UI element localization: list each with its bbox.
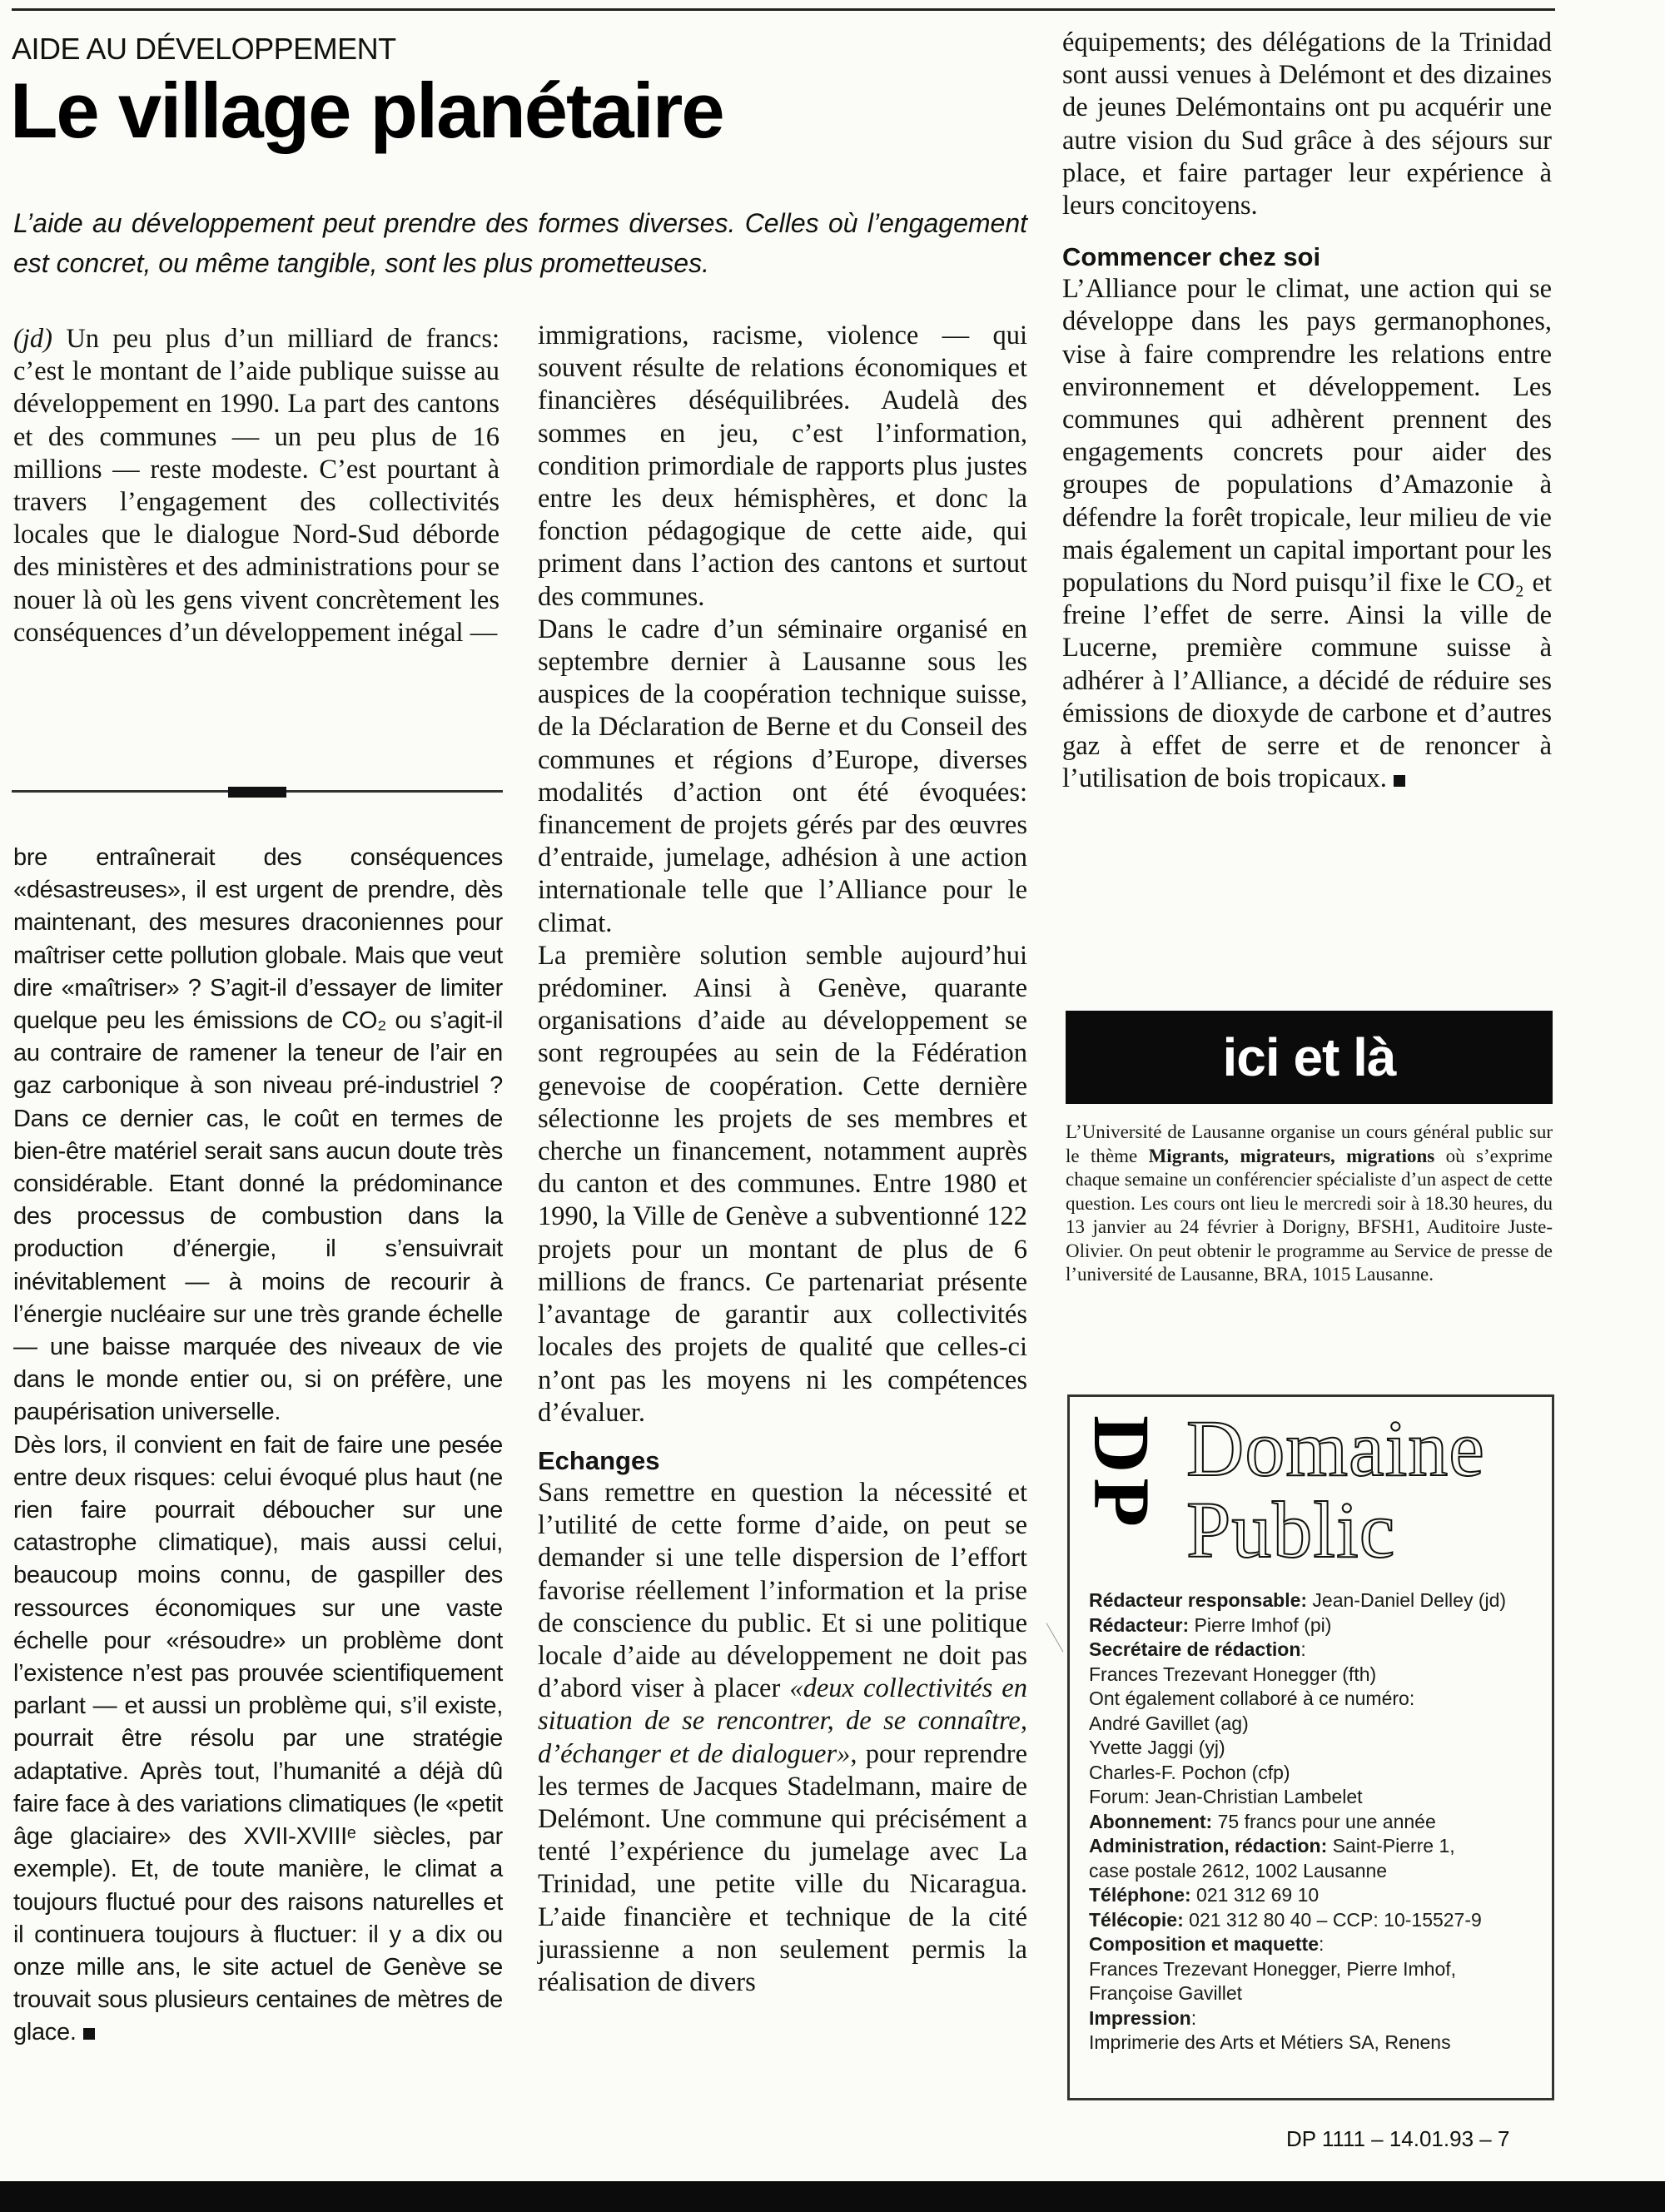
- masthead-credits: [1089, 1588, 1547, 2055]
- col3-paragraph-1: équipements; des délégations de la Trinidad sont aussi venues à Delémont et des dizaines de jeunes Delémontains ont pu acquérir une autre vision du Sud grâce à des séjours sur place, et faire partager leur expérience à leurs concitoyens.: [1062, 27, 1552, 221]
- masthead-row-value: :: [1300, 1638, 1306, 1660]
- col1-paragraph: Un peu plus d’un milliard de francs: c’est le montant de l’aide publique suisse au développement en 1990. La part des cantons et des communes — un peu plus de 16 millions — reste modeste. C’est pourtant à travers l’engagement des collectivités locales que le dialogue Nord-Sud déborde des ministères et des administrations pour se nouer là où les gens vivent concrètement les conséquences d’un développement inégal —: [13, 324, 500, 648]
- col1-lower-paragraph-2: Dès lors, il convient en fait de faire une pesée entre deux risques: celui évoqué plus haut (ne rien faire pourrait déboucher sur une catastrophe climatique), mais aussi celui, beaucoup moins connu, de gaspiller des ressources économiques sur une vaste échelle pour «résoudre» un problème dont l’existence n’est pas prouvée scientifiquement parlant — et aussi un problème qui, s’il existe, pourrait être résolu par une stratégie adaptative. Après tout, l’humanité a déjà dû faire face à des variations climatiques (le «petit âge glaciaire» des XVII-XVIIIᵉ siècles, par exemple). Et, de toute manière, le climat a toujours fluctué pour des raisons naturelles et il continuera toujours à fluctuer: il y a dix ou onze mille ans, le site actuel de Genève se trouvait sous plusieurs centaines de mètres de glace.: [13, 1431, 503, 2046]
- column-2: [538, 320, 1027, 1999]
- author-signature: (jd): [13, 324, 52, 354]
- masthead-row-value: André Gavillet (ag): [1089, 1712, 1249, 1734]
- masthead-word-domaine: Domaine: [1186, 1404, 1485, 1493]
- masthead-row: [1089, 1810, 1547, 1835]
- masthead-row-label: Abonnement:: [1089, 1810, 1213, 1832]
- masthead-row-value: Françoise Gavillet: [1089, 1982, 1243, 2004]
- subhead-commencer: Commencer chez soi: [1062, 242, 1321, 272]
- masthead-row-value: 75 francs pour une année: [1212, 1810, 1436, 1832]
- masthead-row-value: Imprimerie des Arts et Métiers SA, Renens: [1089, 2031, 1451, 2053]
- masthead-row-label: Impression: [1089, 2006, 1191, 2029]
- dp-monogram: DP: [1077, 1415, 1166, 1532]
- masthead-row-value: Charles-F. Pochon (cfp): [1089, 1761, 1290, 1783]
- col2-paragraph-2: Dans le cadre d’un séminaire organisé en septembre dernier à Lausanne sous les auspices de la coopération technique suisse, de la Déclaration de Berne et du Conseil des communes et régions d’Europe, diverses modalités d’action ont été évoquées: financement de projets gérés par des œuvres d’entraide, jumelage, adhésion à une action internationale telle que l’Alliance pour le climat.: [538, 614, 1027, 938]
- scan-artifact: [1046, 1619, 1070, 1652]
- masthead-row-value: :: [1190, 2006, 1197, 2029]
- masthead-row: [1089, 1761, 1547, 1786]
- col1-lower-paragraph-1: bre entraînerait des conséquences «désastreuses», il est urgent de prendre, dès maintenant, des mesures draconiennes pour maîtriser cette pollution globale. Mais que veut dire «maîtriser» ? S’agit-il d’essayer de limiter quelque peu les émissions de CO₂ ou s’agit-il au contraire de ramener la teneur de l’air en gaz carbonique à son niveau pré-industriel ? Dans ce dernier cas, le coût en termes de bien-être matériel serait sans aucun doute très considérable. Etant donné la prédominance des processus de combustion dans la production d’énergie, il s’ensuivrait inévitablement — à moins de recourir à l’énergie nucléaire sur une très grande échelle — une baisse marquée des niveaux de vie dans le monde entier ou, si on préfère, une paupérisation universelle.: [13, 844, 503, 1426]
- section-kicker: AIDE AU DÉVELOPPEMENT: [12, 32, 396, 66]
- masthead-row: [1089, 1859, 1547, 1884]
- masthead-row: [1089, 1613, 1547, 1638]
- masthead-row-value: Frances Trezevant Honegger (fth): [1089, 1663, 1377, 1685]
- col2-quote: «deux collectivités en situation de se rencontrer, de se connaître, d’échanger et de dialoguer»: [538, 1673, 1027, 1769]
- course-theme: Migrants, migrateurs, migrations: [1148, 1145, 1435, 1166]
- subhead-echanges: Echanges: [538, 1445, 660, 1475]
- masthead-row: [1089, 1588, 1547, 1613]
- masthead-row-value: 021 312 69 10: [1190, 1884, 1320, 1906]
- masthead-row: [1089, 1834, 1547, 1859]
- page-footer: DP 1111 – 14.01.93 – 7: [1286, 2126, 1510, 2151]
- col2-paragraph-3: La première solution semble aujourd’hui prédominer. Ainsi à Genève, quarante organisations d’aide au développement se sont regroupées au sein de la Fédération genevoise de coopération. Cette dernière sélectionne les projets de ses membres et cherche un financement, notamment auprès du canton et des communes. Entre 1980 et 1990, la Ville de Genève a subventionné 122 projets pour un montant de plus de 6 millions de francs. Ce partenariat présente l’avantage de garantir aux collectivités locales des projets de qualité que celles-ci n’ont pas les moyens ni les compétences d’évaluer.: [538, 940, 1027, 1428]
- masthead-row-value: Forum: Jean-Christian Lambelet: [1089, 1786, 1363, 1807]
- masthead-row: [1089, 2006, 1547, 2031]
- scan-bottom-bar: [0, 2181, 1665, 2212]
- masthead-row-label: Secrétaire de rédaction: [1089, 1638, 1301, 1660]
- masthead-row-value: Jean-Daniel Delley (jd): [1307, 1589, 1507, 1611]
- ici-et-la-text: L’Université de Lausanne organise un cours général public sur le thème Migrants, migrateurs, migrations où s’exprime chaque semaine un conférencier spécialiste d’un aspect de cette question. Les cours ont lieu le mercredi soir à 18.30 heures, du 13 janvier au 24 février à Dorigny, BFSH1, Auditoire Juste-Olivier. On peut obtenir le programme au Service de presse de l’université de Lausanne, BRA, 1015 Lausanne.: [1066, 1121, 1553, 1285]
- masthead-row-value: :: [1319, 1933, 1325, 1955]
- masthead-row: [1089, 1981, 1547, 2006]
- masthead-row-value: Pierre Imhof (pi): [1189, 1613, 1332, 1636]
- masthead-row-value: Yvette Jaggi (yj): [1089, 1737, 1225, 1758]
- end-mark: [83, 2028, 95, 2040]
- top-rule: [12, 8, 1555, 11]
- masthead-row: [1089, 1785, 1547, 1810]
- masthead-row-label: Rédacteur:: [1089, 1613, 1190, 1636]
- col3-paragraph-2: L’Alliance pour le climat, une action qui se développe dans les pays germanophones, vise à faire comprendre les relations entre environnement et développement. Les communes qui adhèrent prennent des engagements concrets pour aider des groupes de populations d’Amazonie à défendre la forêt tropicale, leur milieu de vie mais également un capital important pour les populations du Nord puisqu’il fixe le CO₂ et freine l’effet de serre. Ainsi la ville de Lucerne, première commune suisse à adhérer à l’Alliance, a décidé de réduire ses émissions de dioxyde de carbone et d’autres gaz à effet de serre et de renoncer à l’utilisation de bois tropicaux.: [1062, 274, 1552, 794]
- article-lead: L’aide au développement peut prendre des formes diverses. Celles où l’engagement est concret, ou même tangible, sont les plus prometteuses.: [13, 208, 1027, 278]
- masthead-row: [1089, 1957, 1547, 1982]
- col2-paragraph-4a: Sans remettre en question la nécessité et l’utilité de cette forme d’aide, on peut se demander si une telle dispersion de l’effort favorise réellement l’information et la prise de conscience du public. Et si une politique locale d’aide au développement ne doit pas d’abord viser à placer: [538, 1477, 1027, 1704]
- masthead-row: [1089, 1663, 1547, 1688]
- ici-et-la-heading: ici et là: [1066, 1011, 1553, 1104]
- end-mark: [1394, 775, 1405, 787]
- masthead-word-public: Public: [1186, 1485, 1396, 1574]
- column-1-top: [13, 323, 500, 649]
- article-title: Le village planétaire: [10, 67, 723, 154]
- masthead-row-label: Composition et maquette: [1089, 1933, 1320, 1955]
- masthead-row: [1089, 1687, 1547, 1712]
- masthead-row: [1089, 2031, 1547, 2055]
- masthead-row-value: Frances Trezevant Honegger, Pierre Imhof,: [1089, 1957, 1457, 1980]
- masthead-row: [1089, 1883, 1547, 1908]
- masthead-row-value: 021 312 80 40 – CCP: 10-15527-9: [1183, 1908, 1482, 1931]
- masthead-row-label: Rédacteur responsable:: [1089, 1589, 1308, 1611]
- column-3: [1062, 27, 1552, 795]
- masthead-row: [1089, 1638, 1547, 1663]
- col2-paragraph-4b: , pour reprendre les termes de Jacques Stadelmann, maire de Delémont. Une commune qui précisément a tenté l’expérience du jumelage avec La Trinidad, une petite ville du Nicaragua. L’aide financière et technique de la cité jurassienne a non seulement permis la réalisation de divers: [538, 1738, 1027, 1997]
- masthead-row-value: Ont également collaboré à ce numéro:: [1089, 1688, 1415, 1709]
- masthead-row: [1089, 1908, 1547, 1933]
- masthead-row-value: case postale 2612, 1002 Lausanne: [1089, 1859, 1388, 1881]
- masthead-row-label: Administration, rédaction:: [1089, 1835, 1328, 1857]
- masthead-row: [1089, 1736, 1547, 1761]
- masthead-row-label: Télécopie:: [1089, 1908, 1184, 1931]
- masthead-row-label: Téléphone:: [1089, 1884, 1191, 1906]
- divider-mark: [228, 787, 286, 798]
- masthead-row-value: Saint-Pierre 1,: [1327, 1835, 1455, 1857]
- masthead-row: [1089, 1932, 1547, 1957]
- column-1-lower: [13, 842, 503, 2050]
- col2-paragraph-1: immigrations, racisme, violence — qui souvent résulte de relations économiques et financières déséquilibrées. Audelà des sommes en jeu, c’est l’information, condition primordiale de rapports plus justes entre les deux hémisphères, et donc la fonction pédagogique de cette aide, qui priment dans l’action des cantons et surtout des communes.: [538, 321, 1027, 612]
- masthead-row: [1089, 1712, 1547, 1737]
